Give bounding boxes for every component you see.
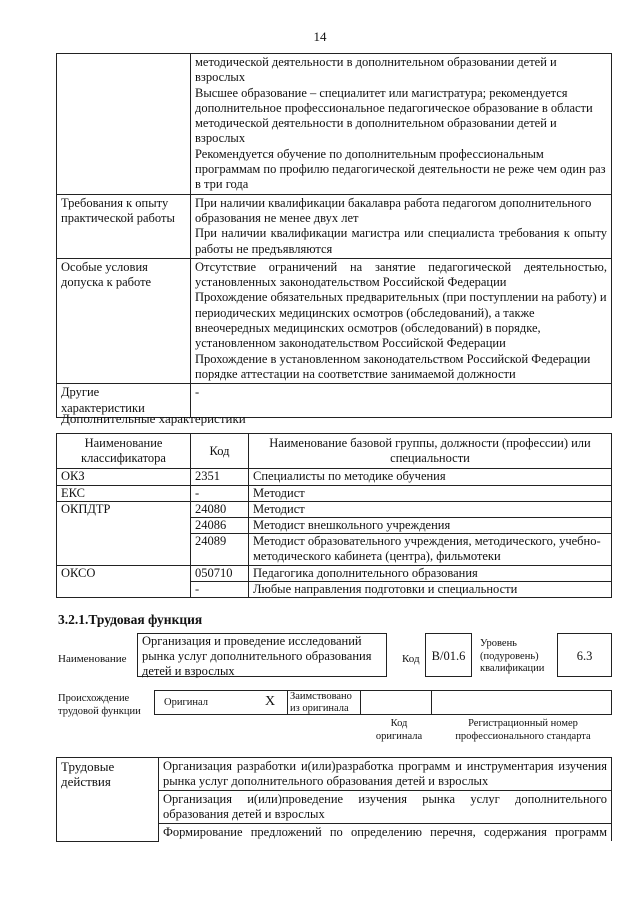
name-cell: Методист [249, 485, 612, 501]
code-cell: 2351 [191, 469, 249, 485]
empty-cell [57, 54, 191, 195]
level-value: 6.3 [557, 633, 612, 677]
code-cell: 24089 [191, 534, 249, 565]
table-row [57, 485, 612, 501]
table-row [57, 758, 612, 791]
paragraph: Отсутствие ограничений на занятие педагогической деятельностью, установленных законодательством Российской Федерации [195, 259, 607, 290]
classifier-cell: ОКПДТР [57, 501, 191, 517]
original-label: Оригинал [164, 697, 208, 708]
original-cell [155, 691, 288, 714]
page-number: 14 [313, 29, 327, 44]
paragraph: Рекомендуется обучение по дополнительным профессиональным программам по профилю педагогической деятельности не реже чем один раз в три года [195, 146, 606, 192]
name-label: Наименование [58, 653, 127, 665]
level-label: Уровень (подуровень) квалификации [480, 638, 545, 674]
code-cell: 050710 [191, 565, 249, 581]
table-row [57, 258, 612, 383]
table-row [57, 565, 612, 581]
row-label: Трудовые действия [57, 758, 159, 842]
name-cell: Методист внешкольного учреждения [249, 518, 612, 534]
row-label: Требования к опыту практической работы [57, 194, 191, 258]
reg-number-cell [431, 691, 611, 714]
paragraph: Прохождение обязательных предварительных (при поступлении на работу) и периодических медицинских осмотров (обследований), а также внеочередных медицинских осмотров (обследований) в порядке, установленном законодательством Российской Федерации [195, 290, 607, 351]
requirements-table [56, 53, 612, 418]
paragraph: методической деятельности в дополнительном образовании детей и взрослых [195, 55, 557, 85]
paragraph: При наличии квалификации бакалавра работа педагогом дополнительного образования не менее двух лет [195, 195, 592, 225]
table-row [57, 469, 612, 485]
paragraph: При наличии квалификации магистра или специалиста требования к опыту работы не предъявляются [195, 226, 607, 256]
function-name: Организация и проведение исследований рынка услуг дополнительного образования детей и взрослых [137, 633, 387, 677]
special-cell [191, 258, 612, 383]
section-heading: 3.2.1.Трудовая функция [58, 612, 203, 627]
labor-action: Организация и(или)проведение изучения рынка услуг дополнительного образования детей и взрослых [159, 791, 612, 824]
row-label: Особые условия допуска к работе [57, 258, 191, 383]
name-cell: Педагогика дополнительного образования [249, 565, 612, 581]
classifier-table [56, 433, 612, 598]
table-row [57, 518, 612, 534]
name-cell: Методист [249, 501, 612, 517]
code-label: Код [402, 653, 420, 665]
table-row [57, 54, 612, 195]
code-original-label: Код оригинала [375, 718, 423, 742]
table-row [57, 581, 612, 597]
code-cell: - [191, 485, 249, 501]
labor-action: Формирование предложений по определению перечня, содержания программ [159, 824, 612, 842]
name-cell: Специалисты по методике обучения [249, 469, 612, 485]
classifier-cell: ОКСО [57, 565, 191, 581]
labor-action: Организация разработки и(или)разработка программ и инструментария изучения рынка услуг дополнительного образования детей и взрослых [159, 758, 612, 791]
reg-number-label: Регистрационный номер профессионального стандарта [455, 718, 591, 742]
borrowed-label: Заимствовано из оригинала [287, 691, 361, 714]
paragraph: Прохождение в установленном законодательством Российской Федерации порядке аттестации на соответствие занимаемой должности [195, 351, 591, 381]
code-cell: 24080 [191, 501, 249, 517]
table-header-row [57, 434, 612, 469]
classifier-cell: ОКЗ [57, 469, 191, 485]
section-label: Дополнительные характеристики [61, 411, 246, 426]
original-mark: X [265, 694, 276, 709]
column-header: Наименование базовой группы, должности (профессии) или специальности [249, 434, 612, 469]
origin-label: Происхождение трудовой функции [58, 693, 141, 717]
classifier-cell: ЕКС [57, 485, 191, 501]
classifier-cell [57, 581, 191, 597]
table-row [57, 534, 612, 565]
column-header: Код [191, 434, 249, 469]
classifier-cell [57, 534, 191, 565]
code-cell: 24086 [191, 518, 249, 534]
education-cell [191, 54, 612, 195]
classifier-cell [57, 518, 191, 534]
other-value: - [191, 384, 612, 418]
column-header: Наименование классификатора [57, 434, 191, 469]
table-row [57, 194, 612, 258]
name-cell: Любые направления подготовки и специальности [249, 581, 612, 597]
row-label: Другие характеристики [57, 384, 191, 418]
code-cell: - [191, 581, 249, 597]
code-original-cell [361, 691, 432, 714]
experience-cell [191, 194, 612, 258]
name-cell: Методист образовательного учреждения, методического, учебно-методического кабинета (центра), фильмотеки [249, 534, 612, 565]
labor-actions-table [56, 757, 612, 842]
table-row [57, 501, 612, 517]
function-code: В/01.6 [425, 633, 472, 677]
origin-box [154, 690, 612, 715]
paragraph: Высшее образование – специалитет или магистратура; рекомендуется дополнительное профессиональное педагогическое образование в области методической деятельности в дополнительном образовании детей и взрослых [195, 85, 593, 146]
